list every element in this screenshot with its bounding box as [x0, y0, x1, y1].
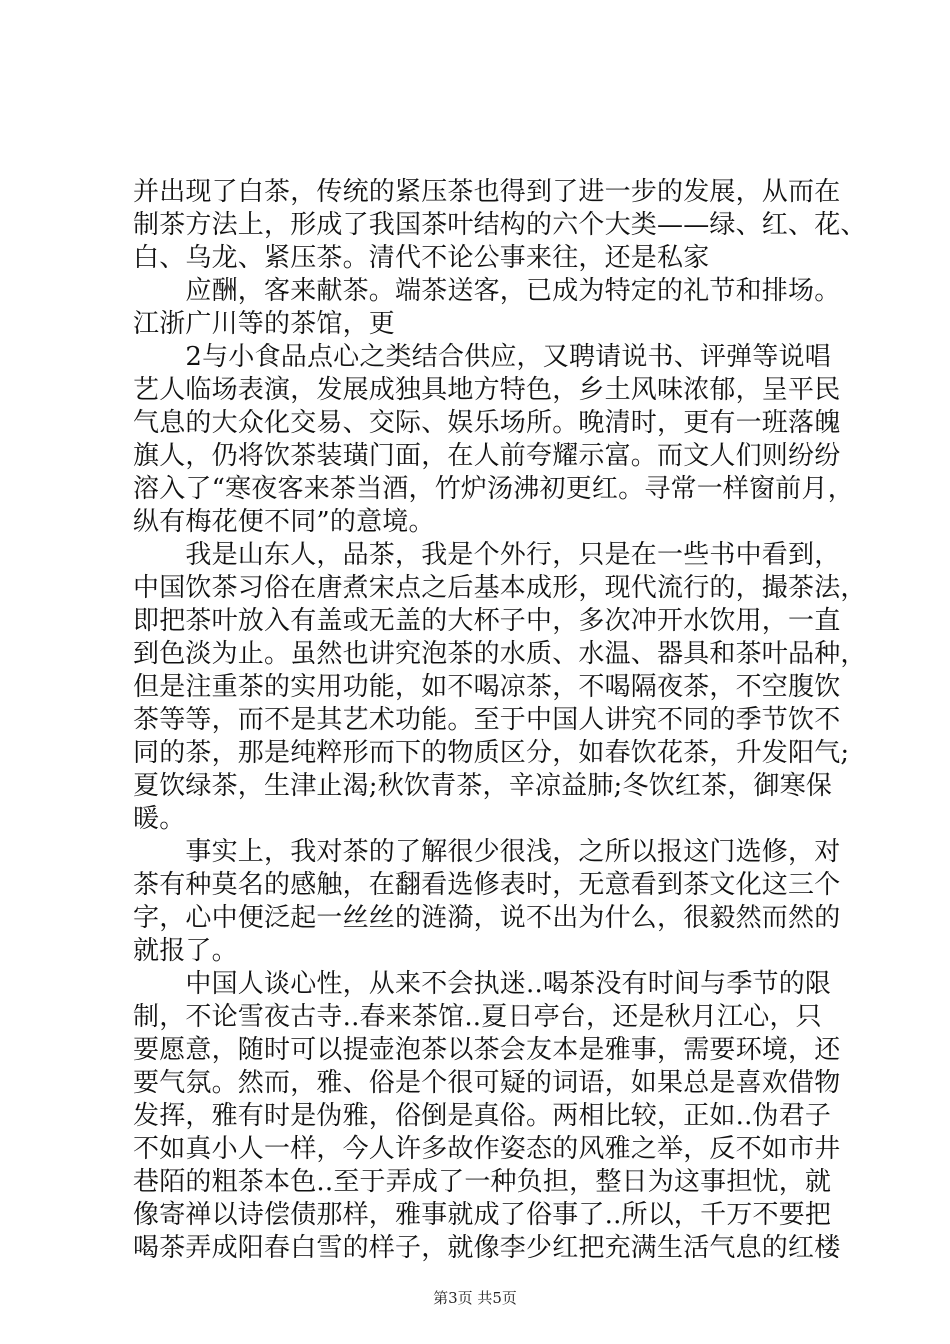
text-line: 同的茶，那是纯粹形而下的物质区分，如春饮花茶，升发阳气; — [133, 738, 850, 768]
text-line: 夏饮绿茶，生津止渴;秋饮青茶，辛凉益肺;冬饮红茶，御寒保 — [133, 771, 833, 801]
text-line: 茶等等，而不是其艺术功能。至于中国人讲究不同的季节饮不 — [133, 705, 841, 735]
text-line: 像寄禅以诗偿债那样，雅事就成了俗事了..所以，千万不要把 — [133, 1200, 832, 1230]
text-line: 应酬，客来献茶。端茶送客，已成为特定的礼节和排场。 — [133, 276, 841, 306]
text-line: 我是山东人，品茶，我是个外行，只是在一些书中看到， — [133, 540, 841, 570]
text-line: 制茶方法上，形成了我国茶叶结构的六个大类——绿、红、花、 — [133, 210, 867, 240]
text-line: 即把茶叶放入有盖或无盖的大杯子中，多次冲开水饮用，一直 — [133, 606, 841, 636]
text-line: 江浙广川等的茶馆，更 — [133, 309, 396, 339]
text-line: 要愿意，随时可以提壶泡茶以茶会友本是雅事，需要环境，还 — [133, 1035, 841, 1065]
document-body — [133, 176, 867, 1265]
text-line: 中国饮茶习俗在唐煮宋点之后基本成形，现代流行的，撮茶法， — [133, 573, 867, 603]
text-line: 旗人，仍将饮茶装璜门面，在人前夸耀示富。而文人们则纷纷 — [133, 441, 841, 471]
page-number-footer: 第3页 共5页 — [433, 1289, 517, 1307]
text-line: 事实上，我对茶的了解很少很浅，之所以报这门选修，对 — [133, 837, 841, 867]
text-line: 喝茶弄成阳春白雪的样子，就像李少红把充满生活气息的红楼 — [133, 1233, 841, 1263]
text-line: 不如真小人一样，今人许多故作姿态的风雅之举，反不如市井 — [133, 1134, 841, 1164]
text-line: 字，心中便泛起一丝丝的涟漪，说不出为什么，很毅然而然的 — [133, 903, 841, 933]
text-line: 暖。 — [133, 804, 186, 834]
text-line: 2与小食品点心之类结合供应，又聘请说书、评弹等说唱 — [133, 342, 831, 372]
text-line: 到色淡为止。虽然也讲究泡茶的水质、水温、器具和茶叶品种， — [133, 639, 867, 669]
text-line: 但是注重茶的实用功能，如不喝凉茶，不喝隔夜茶，不空腹饮 — [133, 672, 841, 702]
text-line: 溶入了“寒夜客来茶当酒，竹炉汤沸初更红。寻常一样窗前月， — [133, 474, 854, 504]
text-line: 制，不论雪夜古寺..春来茶馆..夏日亭台，还是秋月江心，只 — [133, 1002, 822, 1032]
text-line: 纵有梅花便不同”的意境。 — [133, 507, 435, 537]
text-line: 艺人临场表演，发展成独具地方特色，乡土风味浓郁，呈平民 — [133, 375, 841, 405]
text-line: 就报了。 — [133, 936, 238, 966]
text-line: 发挥，雅有时是伪雅，俗倒是真俗。两相比较，正如..伪君子 — [133, 1101, 832, 1131]
text-line: 气息的大众化交易、交际、娱乐场所。晚清时，更有一班落魄 — [133, 408, 841, 438]
text-line: 中国人谈心性，从来不会执迷..喝茶没有时间与季节的限 — [133, 969, 832, 999]
text-line: 巷陌的粗茶本色..至于弄成了一种负担，整日为这事担忧，就 — [133, 1167, 832, 1197]
text-line: 要气氛。然而，雅、俗是个很可疑的词语，如果总是喜欢借物 — [133, 1068, 841, 1098]
text-line: 茶有种莫名的感触，在翻看选修表时，无意看到茶文化这三个 — [133, 870, 841, 900]
text-line: 并出现了白茶，传统的紧压茶也得到了进一步的发展，从而在 — [133, 177, 841, 207]
text-line: 白、乌龙、紧压茶。清代不论公事来往，还是私家 — [133, 243, 710, 273]
